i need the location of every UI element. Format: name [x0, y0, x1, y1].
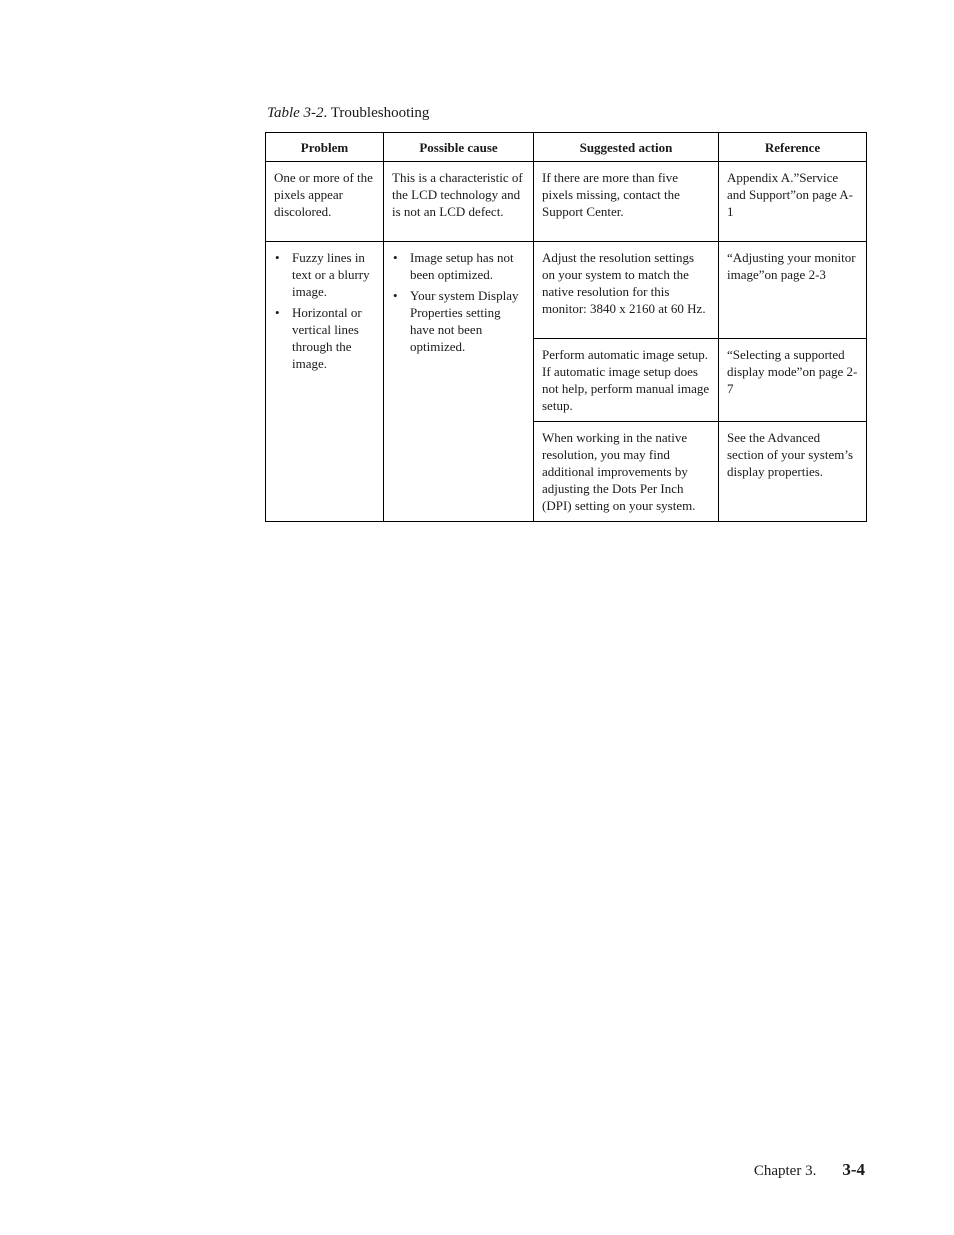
footer-chapter: Chapter 3.: [753, 1163, 817, 1179]
cell-action: If there are more than five pixels missing, contact the Support Center.: [534, 162, 719, 242]
header-possible-cause: Possible cause: [384, 133, 534, 162]
cause-list: [392, 249, 525, 355]
troubleshooting-table: [265, 132, 867, 522]
list-item: • Horizontal or vertical lines through the image.: [274, 304, 375, 372]
page-footer: [754, 1160, 865, 1181]
header-problem: Problem: [266, 133, 384, 162]
cell-problem: One or more of the pixels appear discolored.: [266, 162, 384, 242]
cell-cause: [384, 242, 534, 522]
table-caption: [267, 104, 429, 122]
list-item: • Your system Display Properties setting have not been optimized.: [392, 287, 525, 355]
cell-reference: Appendix A.”Service and Support”on page A-1: [719, 162, 867, 242]
table-row: [266, 242, 867, 339]
cell-reference: “Adjusting your monitor image”on page 2-3: [719, 242, 867, 339]
table-caption-title: . Troubleshooting: [323, 105, 430, 121]
problem-list: [274, 249, 375, 372]
table-caption-label: Table 3-2: [267, 105, 324, 121]
cell-action: When working in the native resolution, you may find additional improvements by adjusting the Dots Per Inch (DPI) setting on your system.: [534, 422, 719, 522]
table-row: [266, 162, 867, 242]
cell-reference: See the Advanced section of your system’s display properties.: [719, 422, 867, 522]
cell-cause: This is a characteristic of the LCD technology and is not an LCD defect.: [384, 162, 534, 242]
header-reference: Reference: [719, 133, 867, 162]
table-header-row: [266, 133, 867, 162]
cell-problem: [266, 242, 384, 522]
cell-action: Perform automatic image setup. If automatic image setup does not help, perform manual image setup.: [534, 339, 719, 422]
cell-action: Adjust the resolution settings on your system to match the native resolution for this monitor: 3840 x 2160 at 60 Hz.: [534, 242, 719, 339]
list-item: • Fuzzy lines in text or a blurry image.: [274, 249, 375, 300]
list-item: • Image setup has not been optimized.: [392, 249, 525, 283]
page-number: 3-4: [842, 1160, 865, 1179]
header-suggested-action: Suggested action: [534, 133, 719, 162]
cell-reference: “Selecting a supported display mode”on page 2-7: [719, 339, 867, 422]
